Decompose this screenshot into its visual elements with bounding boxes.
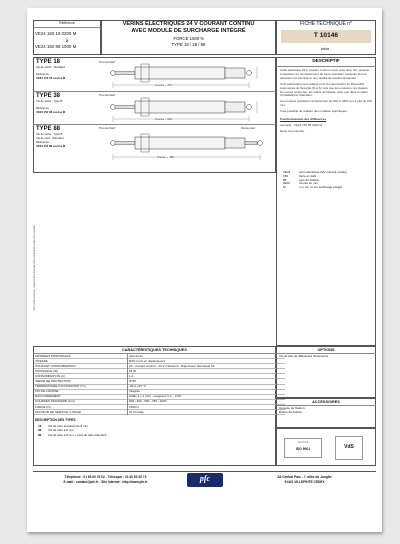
iso-stamp-text: CERTIFIÉ [297, 441, 309, 444]
reference-to: VE24 150 88 1000 M [35, 44, 77, 49]
type-88-line4: VE24 150 88 course M [36, 144, 66, 148]
descriptif-example-sub: Dans cet exemple : [280, 128, 306, 133]
vds-certification-badge [335, 436, 363, 460]
spec-row: COURSES STANDARD (mm) 200 - 300 - 500 - 750 - 1000 [34, 399, 285, 405]
indice-label: indice : [320, 47, 332, 51]
spec-row: RACCORDEMENT Câble 2 x 1 mm² - Longueur 1 m - 3 PP [34, 394, 285, 400]
type-88-fixation: Trou de fixat° [99, 126, 116, 130]
specs-title: CARACTÉRISTIQUES TECHNIQUES [122, 348, 187, 352]
spec-row: CONSOMMATION (A) 1 A [34, 373, 285, 379]
document-force: FORCE 1500 N [173, 36, 204, 41]
type-38-line1: Vis de sortie : Type B [36, 99, 63, 103]
iso-certification-badge [284, 438, 322, 458]
spec-row: VITESSE 8/10 mm/s en déplacement [34, 358, 285, 364]
footer-address-1: ZA Central Parc - 7, allée du Jungfer [277, 475, 332, 479]
type-88-line1: Vis de sortie : Type B [36, 132, 63, 136]
type-18-fixation: Trou de fixat° [99, 60, 116, 64]
document-types: TYPE 18 / 38 / 88 [171, 42, 206, 47]
type-38-line4: VE24 150 38 course M [36, 110, 66, 114]
descriptif-example: exemple : VE24 150 88 0200 M [280, 122, 323, 127]
actuator-drawing-18 [107, 60, 273, 90]
type-88-fixation-pied: Vis de pied [241, 126, 255, 130]
document-title: VÉRINS ÉLECTRIQUES 24 V COURANT CONTINU [122, 21, 255, 27]
spec-row: FORCE (N) 1500 N [34, 404, 285, 410]
reference-to-word: à [65, 38, 69, 43]
options-title: OPTIONS [317, 348, 335, 352]
descriptif-text [280, 69, 372, 136]
example-item: 88 type de fixation [283, 177, 320, 182]
example-item: VE24 vérin électrique 24V courant continu [283, 170, 347, 174]
descriptif-paragraph: Il est possible de réaliser des modèles spécifiques. [280, 109, 348, 114]
example-item: 150 force en daN [283, 173, 317, 178]
spec-row: MATIÈRES PRINCIPALES Aluminium [34, 353, 285, 359]
specs-table [33, 353, 276, 423]
type-88-title: TYPE 88 [36, 126, 61, 132]
document-subtitle: AVEC MODULE DE SURCHARGE INTÉGRÉ [131, 28, 246, 34]
example-legend [283, 171, 371, 190]
type-18-title: TYPE 18 [36, 59, 61, 65]
reference-label: Référence [59, 21, 75, 25]
document-sheet [27, 8, 382, 532]
descriptif-title: DESCRIPTIF [312, 58, 340, 63]
types-description [35, 424, 235, 437]
actuator-drawing-88 [107, 130, 273, 164]
logo-text: pfc [199, 474, 211, 483]
descriptif-paragraph: Les courses standard s'échelonnent de 200 à 1000 mm à pas de 100 mm. [280, 99, 372, 108]
descriptif-paragraph: Cette électrique 24 V courant continu conçu pour tenir, lier, pousser et déplacer en remplacement de toute opération manuelle tout en assurant une sécurité et une qualité de travail constantes. [280, 68, 370, 80]
spec-row: PUISSANCE (W) 24 W [34, 368, 285, 374]
accessoire-item: Console de fixation [279, 406, 305, 410]
fiche-number: T 10146 [313, 32, 339, 39]
iso-label: ISO 9001 [295, 447, 311, 451]
accessoires-title: ACCESSOIRES [312, 400, 340, 404]
example-item: 0200 course en mm [283, 181, 319, 186]
descriptif-subtitle: Fonctionnement des différences [280, 117, 327, 122]
footer-contact-phone: Téléphone : 01 60 60 76 02 - Télécopie : 01 60 60 29 73 [64, 475, 147, 479]
type-18-line4: VE24 150 18 course M [36, 76, 66, 80]
accessoire-item: Étriers de fixation [279, 410, 303, 414]
type-38-course: Course + 630 [155, 117, 172, 121]
type-18-line1: Vis de sortie : Standard [36, 65, 66, 69]
type-38-title: TYPE 38 [36, 93, 61, 99]
footer-contact-web: E-mail : contact@pfc.fr - Site Internet : http://www.pfc.fr [63, 480, 148, 484]
example-item: M m o d u l e d e surcharge intégré [283, 185, 343, 190]
type-18-line3: Référence : [36, 72, 51, 76]
reference-from: VE24 150 18 0200 M [35, 31, 77, 36]
type-description-row: 38 Vis de tube à 8 mm [38, 428, 74, 433]
type-88-line2: Vis de pied : Standard [36, 136, 64, 140]
options-text: Vis de tête de différentes dimensions [279, 354, 329, 358]
actuator-drawing-38 [107, 94, 273, 124]
type-description-row: 88 Vis de tube à 8 mm + pied de tube standard [38, 432, 107, 437]
side-copyright: Tous droits réservés. Reproduction interdite sans autorisation écrite de la société [33, 225, 36, 311]
descriptif-paragraph: Il est particulièrement adapté pour la motorisation de Dispositifs Autonomes de Sécurité (D.A.S.) tels que les exutoires, les clapets, les portes coupe-feu, les volets de façade, ainsi que dans le cadre d'installations d'aération. [280, 81, 369, 98]
company-logo [187, 473, 223, 487]
spec-row: FIN DE COURSE Intégrée [34, 389, 285, 395]
footer-address-2: 91421 VILLEPINTE CEDEX [284, 480, 325, 484]
spec-row: INDICE DE PROTECTION IP 65 [34, 379, 285, 385]
spec-row: COURANT CONSOMMATION 2A - courant continu - 24 V maximum - Disjoncteur thermique 5A [34, 363, 285, 369]
type-88-course: Course + 490 [157, 155, 174, 159]
vds-label: VdS [344, 444, 354, 450]
type-38-line3: Référence : [36, 106, 51, 110]
type-88-line3: Référence : [36, 140, 51, 144]
fiche-label: FICHE TECHNIQUE n° [300, 21, 352, 27]
type-38-fixation: Trou de fixat° [99, 93, 116, 97]
type-18-course: Course + 470 [155, 83, 172, 87]
type-description-row: 18 Vis de tube standard de 8 mm [38, 424, 88, 428]
spec-row: TEMPÉRATURE D'UTILISATION (°C) -20 à +60 °C [34, 384, 285, 390]
types-description-title: DESCRIPTION DES TYPES [35, 418, 76, 422]
spec-row: FACTEUR DE SERVICE / USAGE 10 % limité [34, 409, 285, 415]
